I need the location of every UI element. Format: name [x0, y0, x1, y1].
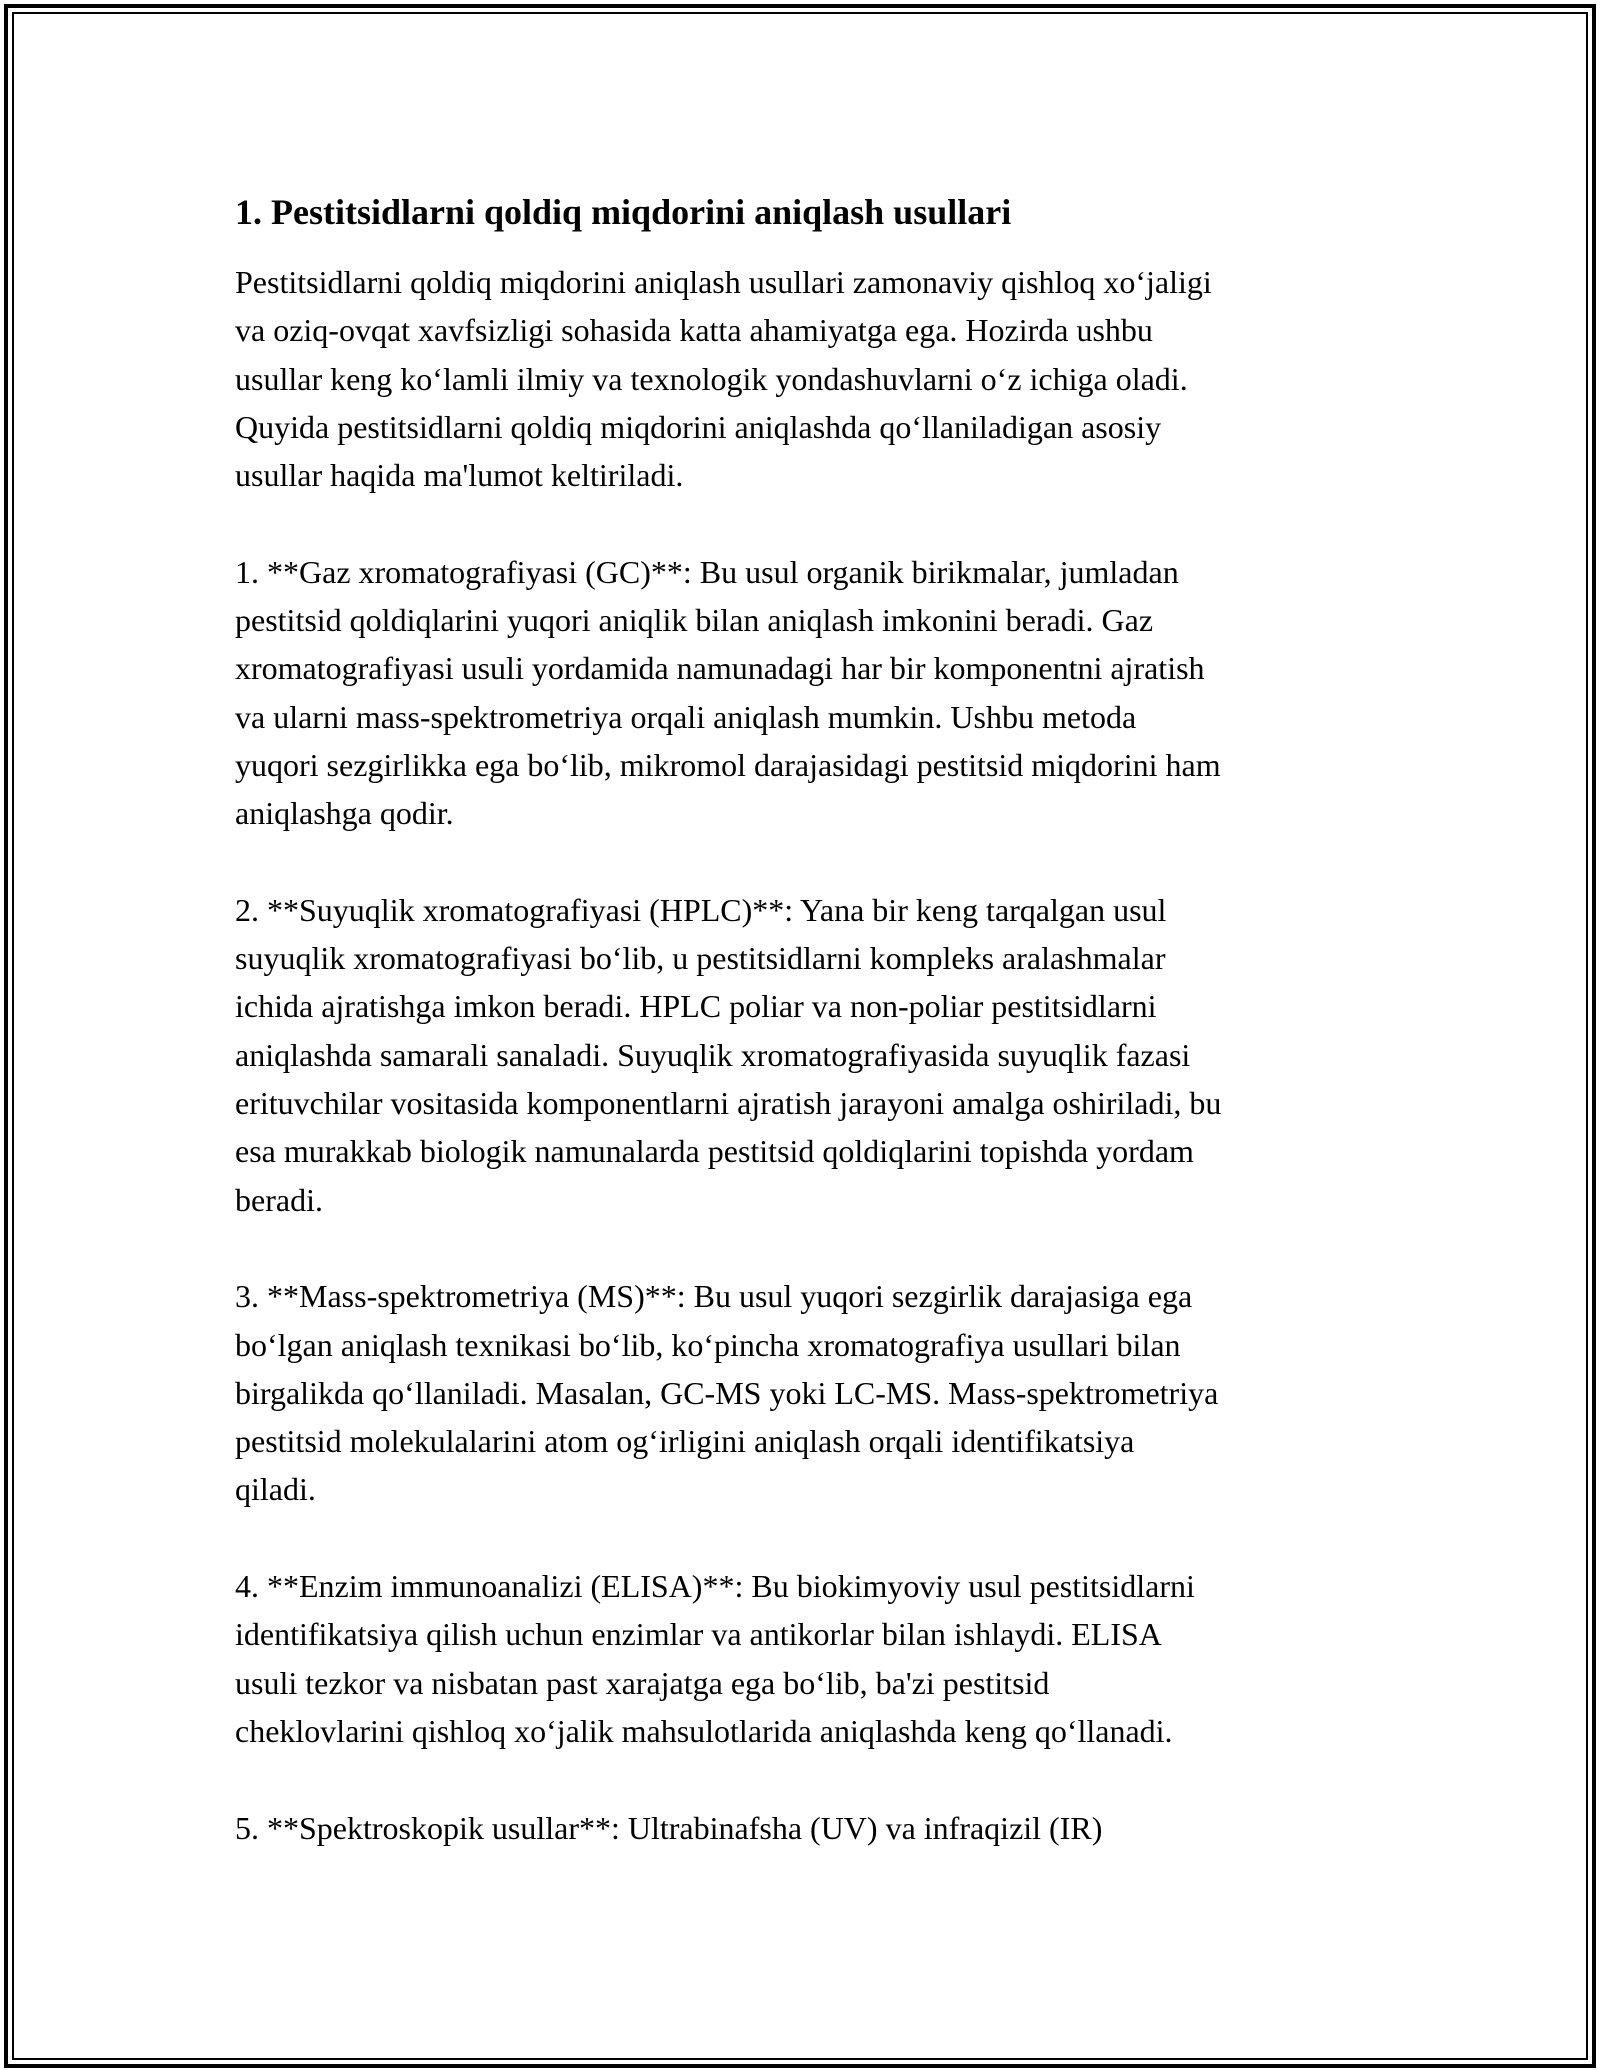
- text-line: beradi.: [235, 1181, 323, 1218]
- gc-method-paragraph: [235, 548, 1375, 838]
- text-line: erituvchilar vositasida komponentlarni ajratish jarayoni amalga oshiriladi, bu: [235, 1085, 1222, 1122]
- text-line: pestitsid qoldiqlarini yuqori aniqlik bilan aniqlash imkonini beradi. Gaz: [235, 602, 1154, 639]
- text-line: 4. **Enzim immunoanalizi (ELISA)**: Bu biokimyoviy usul pestitsidlarni: [235, 1568, 1195, 1605]
- document-body: [235, 188, 1375, 1852]
- text-line: ichida ajratishga imkon beradi. HPLC poliar va non-poliar pestitsidlarni: [235, 988, 1157, 1025]
- text-line: 3. **Mass-spektrometriya (MS)**: Bu usul yuqori sezgirlik darajasiga ega: [235, 1278, 1193, 1315]
- text-line: va ularni mass-spektrometriya orqali aniqlash mumkin. Ushbu metoda: [235, 698, 1137, 735]
- text-line: aniqlashda samarali sanaladi. Suyuqlik xromatografiyasida suyuqlik fazasi: [235, 1036, 1191, 1073]
- text-line: birgalikda qo‘llaniladi. Masalan, GC-MS yoki LC-MS. Mass-spektrometriya: [235, 1374, 1219, 1411]
- text-line: usuli tezkor va nisbatan past xarajatga ega bo‘lib, ba'zi pestitsid: [235, 1664, 1050, 1701]
- text-line: 1. **Gaz xromatografiyasi (GC)**: Bu usul organik birikmalar, jumladan: [235, 553, 1179, 590]
- text-line: suyuqlik xromatografiyasi bo‘lib, u pestitsidlarni kompleks aralashmalar: [235, 940, 1166, 977]
- text-line: bo‘lgan aniqlash texnikasi bo‘lib, ko‘pincha xromatografiya usullari bilan: [235, 1326, 1181, 1363]
- spectroscopy-method-paragraph: [235, 1804, 1375, 1852]
- text-line: usullar keng ko‘lamli ilmiy va texnologik yondashuvlarni o‘z ichiga oladi.: [235, 360, 1188, 397]
- text-line: 2. **Suyuqlik xromatografiyasi (HPLC)**: Yana bir keng tarqalgan usul: [235, 891, 1167, 928]
- document-title: 1. Pestitsidlarni qoldiq miqdorini aniqlash usullari: [235, 192, 1012, 232]
- text-line: pestitsid molekulalarini atom og‘irligini aniqlash orqali identifikatsiya: [235, 1423, 1135, 1460]
- text-line: Pestitsidlarni qoldiq miqdorini aniqlash usullari zamonaviy qishloq xo‘jaligi: [235, 264, 1212, 300]
- text-line: Quyida pestitsidlarni qoldiq miqdorini aniqlashda qo‘llaniladigan asosiy: [235, 408, 1162, 445]
- text-line: va oziq-ovqat xavfsizligi sohasida katta ahamiyatga ega. Hozirda ushbu: [235, 312, 1153, 349]
- intro-paragraph: [235, 258, 1375, 499]
- hplc-method-paragraph: [235, 886, 1375, 1224]
- text-line: identifikatsiya qilish uchun enzimlar va antikorlar bilan ishlaydi. ELISA: [235, 1616, 1162, 1653]
- text-line: aniqlashga qodir.: [235, 795, 454, 832]
- text-line: esa murakkab biologik namunalarda pestitsid qoldiqlarini topishda yordam: [235, 1133, 1194, 1170]
- ms-method-paragraph: [235, 1272, 1375, 1513]
- text-line: 5. **Spektroskopik usullar**: Ultrabinafsha (UV) va infraqizil (IR): [235, 1809, 1103, 1846]
- text-line: yuqori sezgirlikka ega bo‘lib, mikromol darajasidagi pestitsid miqdorini ham: [235, 746, 1221, 783]
- text-line: cheklovlarini qishloq xo‘jalik mahsulotlarida aniqlashda keng qo‘llanadi.: [235, 1712, 1173, 1749]
- text-line: xromatografiyasi usuli yordamida namunadagi har bir komponentni ajratish: [235, 650, 1205, 687]
- elisa-method-paragraph: [235, 1562, 1375, 1755]
- text-line: usullar haqida ma'lumot keltiriladi.: [235, 457, 684, 494]
- text-line: qiladi.: [235, 1471, 316, 1508]
